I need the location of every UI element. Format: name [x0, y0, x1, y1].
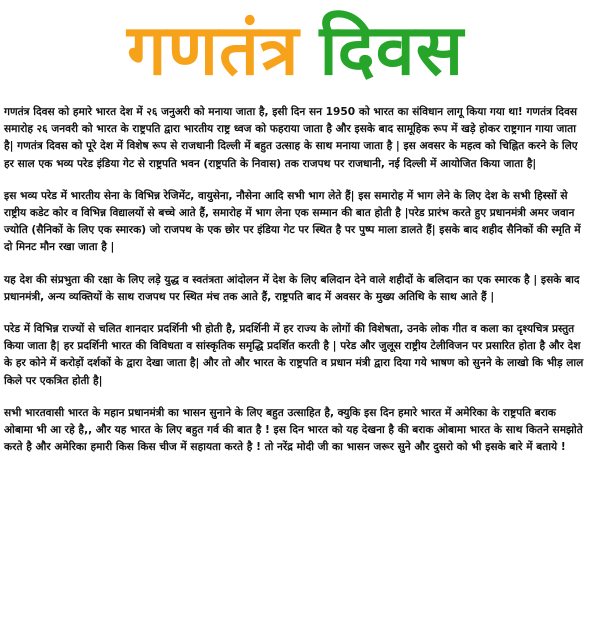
paragraph-gap: [4, 173, 587, 188]
paragraph-3: यह देश की संप्रभुता की रक्षा के लिए लड़े युद्ध व स्वतंत्रता आंदोलन में देश के लिए बलिदान देने वाले शहीदों के बलिदान का एक स्मारक है | इसके बाद प्रधानमंत्री, अन्य व्यक्तियों के साथ राजपथ पर स्थित मंच तक आते हैं, राष्ट्रपति बाद में अवसर के मुख्य अतिथि के साथ आते हैं |: [4, 273, 580, 303]
paragraph-2: इस भव्य परेड में भारतीय सेना के विभिन्न रेजिमेंट, वायुसेना, नौसेना आदि सभी भाग लेते हैं| इस समारोह में भाग लेने के लिए देश के सभी हिस्सों से राष्ट्रीय कडेट कोर व विभिन्न विद्यालयों से बच्चे आते हैं, समारोह में भाग लेना एक सम्मान की बात होती है |परेड प्रारंभ करते हुए प्रधानमंत्री अमर जवान ज्योति (सैनिकों के लिए एक स्मारक) जो राजपथ के एक छोर पर इंडिया गेट पर स्थित है पर पुष्प माला डालते हैं| इसके बाद शहीद सैनिकों की स्मृति में दो मिनट मौन रखा जाता है |: [4, 189, 581, 254]
article-body: [4, 104, 587, 456]
title-word-gantantra: गणतंत्र: [126, 9, 300, 91]
paragraph-gap: [4, 390, 587, 405]
paragraph-1: गणतंत्र दिवस को हमारे भारत देश में २६ जनुअरी को मनाया जाता है, इसी दिन सन 1950 को भारत का संविधान लागू किया गया था! गणतंत्र दिवस समारोह २६ जनवरी को भारत के राष्ट्रपति द्वारा भारतीय राष्ट्र ध्वज को फहराया जाता है और इसके बाद सामूहिक रूप में खड़े होकर राष्ट्रगान गाया जाता है| गणतंत्र दिवस को पूरे देश में विशेष रूप से राजधानी दिल्ली में बहुत उत्साह के साथ मनाया जाता है | इस अवसर के महत्व को चिह्नित करने के लिए हर साल एक भव्य परेड इंडिया गेट से राष्ट्रपति भवन (राष्ट्रपति के निवास) तक राजपथ पर राजधानी, नई दिल्ली में आयोजित किया जाता है|: [4, 106, 578, 170]
paragraph-gap: [4, 306, 587, 321]
paragraph-5: सभी भारतवासी भारत के महान प्रधानमंत्री का भासन सुनाने के लिए बहुत उत्साहित है, क्युकि इस दिन हमारे भारत में अमेरिका के राष्ट्रपति बराक ओबामा भी आ रहे है,, और यह भारत के लिए बहुत गर्व की बात है ! इस दिन भारत को यह देखना है की बराक ओबामा भारत के साथ कितने समझोते करते है और अमेरिका हमारी किस किस चीज में सहायता करते है ! तो नरेंद्र मोदी जी का भासन जरूर सुने और दुसरो को भी इसके बारे में बताये !: [4, 406, 583, 454]
page-title: [0, 0, 591, 100]
title-word-diwas: दिवस: [319, 9, 465, 91]
paragraph-gap: [4, 257, 587, 272]
paragraph-4: परेड में विभिन्न राज्यों से चलित शानदार प्रदर्शिनी भी होती है, प्रदर्शिनी में हर राज्य के लोगों की विशेषता, उनके लोक गीत व कला का दृश्यचित्र प्रस्तुत किया जाता है| हर प्रदर्शिनी भारत की विविधता व सांस्कृतिक समृद्धि प्रदर्शित करती है | परेड और जुलूस राष्ट्रीय टेलीविजन पर प्रसारित होता है और देश के हर कोने में करोड़ों दर्शकों के द्वारा देखा जाता है| और तो और भारत के राष्ट्रपति व प्रधान मंत्री द्वारा दिया गये भाषण को सुनने के लाखो कि भीड़ लाल किले पर एकत्रित होती है|: [4, 323, 584, 387]
